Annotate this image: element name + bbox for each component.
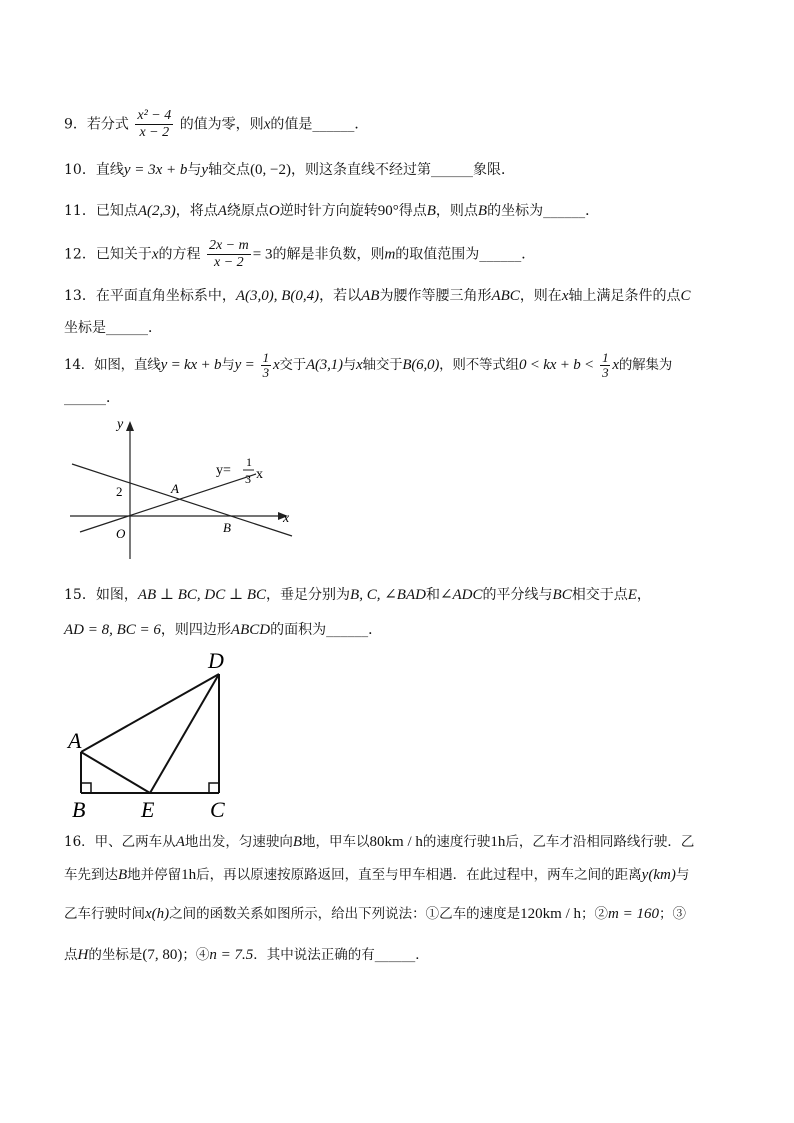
q15-text: 和 (425, 587, 440, 603)
q12-var: x (151, 246, 159, 263)
q16-time: 1h (490, 834, 506, 850)
q15-text: 15．如图， (64, 587, 138, 603)
q14-frac-denominator: 3 (602, 365, 609, 380)
q9-fraction (135, 108, 173, 141)
q16-var: B (118, 867, 128, 883)
q14-equation: y = kx + b (160, 357, 222, 373)
q14-text: 的解集为 (618, 357, 673, 373)
question-16-line-2 (64, 865, 689, 885)
q16-text: 的速度行驶 (422, 834, 491, 850)
q16-statement-2: m = 160 (608, 906, 659, 922)
q15-text: ，则四边形 (160, 622, 231, 638)
question-13-line-2 (64, 318, 162, 338)
q15-text: ， (636, 587, 651, 603)
q16-text: 乙车行驶时间 (64, 906, 145, 922)
q14-inequality: 0 < kx + b < (518, 357, 594, 373)
q12-text: 的解是非负数，则 (272, 246, 385, 263)
q16-time: 1h (181, 867, 197, 883)
q12-text: 的方程 (158, 246, 201, 263)
q15-text: 的平分线与 (482, 587, 553, 603)
segment-ad (81, 674, 219, 752)
q14-var: x (612, 357, 619, 373)
point-b-label: B (223, 520, 231, 535)
q14-text: 与 (221, 357, 235, 373)
q14-text: 轴交于 (362, 357, 403, 373)
question-14 (64, 351, 672, 380)
question-12 (64, 238, 535, 271)
q9-var: x (263, 116, 271, 133)
q11-text: 逆时针方向旋转 (279, 203, 378, 219)
q10-text: 10．直线 (64, 162, 124, 178)
q9-blank: 的值是______． (270, 116, 369, 133)
question-9 (64, 108, 368, 141)
q16-text: 的坐标是 (88, 947, 143, 963)
q13-var: ABC (491, 288, 520, 304)
question-14-line-2 (64, 388, 120, 408)
question-16-line-4 (64, 945, 429, 965)
q16-text: 之间的函数关系如图所示，给出下列说法：①乙车的速度是 (169, 906, 521, 922)
q10-equation: y = 3x + b (123, 162, 188, 178)
right-angle-c-icon (209, 783, 219, 793)
q11-var: A (217, 203, 227, 219)
q16-blank: ．其中说法正确的有______． (253, 947, 429, 963)
y-axis-arrow-icon (126, 421, 134, 431)
q16-var: B (292, 834, 303, 850)
q11-text: 绕原点 (226, 203, 269, 219)
q11-var: B (426, 203, 436, 219)
q11-var: O (268, 203, 280, 219)
question-16-line-3 (64, 904, 686, 924)
q9-frac-denominator: x − 2 (135, 124, 173, 141)
x-axis-label: x (283, 511, 290, 526)
q16-var: H (77, 947, 89, 963)
q11-var: B (477, 203, 488, 219)
q16-speed: 80km / h (369, 834, 423, 850)
q9-text: 的值为零，则 (179, 116, 264, 133)
q11-blank: 的坐标为______． (487, 203, 600, 219)
q14-graph (64, 414, 304, 564)
q13-text: 13．在平面直角坐标系中， (64, 288, 236, 304)
q12-fraction (207, 238, 251, 271)
q9-text: 9．若分式 (64, 116, 129, 133)
q12-var: m (384, 246, 396, 263)
q14-text: 交于 (279, 357, 307, 373)
q15-angle: ∠ADC (439, 587, 483, 603)
q16-time-var: x(h) (145, 906, 170, 922)
question-10 (64, 160, 515, 180)
vertex-d-label: D (208, 648, 224, 673)
q15-points: B, C, ∠BAD (350, 587, 426, 603)
q15-segment: BC (552, 587, 572, 603)
q13-points: A(3,0), B(0,4) (235, 288, 320, 304)
q14-text: 与 (342, 357, 357, 373)
q14-frac-denominator: 3 (262, 365, 269, 380)
q16-distance-var: y(km) (641, 867, 676, 883)
q10-text: 轴交点 (208, 162, 251, 178)
q11-text: 11．已知点 (64, 203, 138, 219)
q14-frac-numerator: 1 (262, 350, 269, 365)
q12-text: 12．已知关于 (64, 246, 152, 263)
q12-blank: 的取值范围为______． (395, 246, 536, 263)
q16-text: ；④ (182, 947, 210, 963)
vertex-c-label: C (210, 797, 225, 822)
q16-text: 点 (64, 947, 78, 963)
q11-angle: 90° (377, 203, 399, 219)
q16-text: 与 (675, 867, 690, 883)
origin-label: O (116, 526, 126, 541)
q11-text: ，则点 (435, 203, 478, 219)
q11-text: 得点 (398, 203, 427, 219)
q15-blank: 的面积为______． (270, 622, 383, 638)
q15-text: 相交于点 (571, 587, 628, 603)
q14-var: x (272, 357, 280, 373)
q16-text: 地并停留 (127, 867, 182, 883)
q14-text: 14．如图，直线 (64, 357, 161, 373)
q11-text: ，将点 (175, 203, 218, 219)
q12-frac-numerator: 2x − m (208, 238, 249, 253)
q13-var: AB (361, 288, 380, 304)
question-16-line-1 (64, 832, 694, 852)
q15-quadrilateral: ABCD (230, 622, 271, 638)
vertex-a-label: A (68, 728, 82, 753)
q16-text: 地，甲车以 (302, 834, 370, 850)
q16-text: 后，再以原速按原路返回，直至与甲车相遇．在此过程中，两车之间的距离 (196, 867, 642, 883)
q14-equation: y = (234, 357, 255, 373)
q11-point: A(2,3) (137, 203, 176, 219)
q14-blank: ______． (64, 390, 120, 406)
line-label-num: 1 (246, 455, 252, 469)
tick-label-2: 2 (116, 484, 123, 499)
q13-blank: 坐标是______． (64, 320, 162, 336)
q12-frac-denominator: x − 2 (207, 254, 251, 271)
q16-var: A (175, 834, 185, 850)
line-label-y: y= (216, 463, 231, 478)
q16-text: 后，乙车才沿相同路线行驶．乙 (505, 834, 695, 850)
q10-text: 与 (187, 162, 202, 178)
q10-axis: y (201, 162, 209, 178)
q16-coordinate: (7, 80) (142, 947, 183, 963)
question-15 (64, 585, 651, 605)
q16-text: ；③ (658, 906, 686, 922)
q10-point: (0, −2) (250, 162, 292, 178)
question-11 (64, 201, 599, 221)
q13-text: 为腰作等腰三角形 (379, 288, 492, 304)
right-angle-b-icon (81, 783, 91, 793)
q14-text: ，则不等式组 (439, 357, 519, 373)
q15-condition: AB ⊥ BC, DC ⊥ BC (137, 587, 267, 603)
q15-text: ，垂足分别为 (266, 587, 351, 603)
q15-values: AD = 8, BC = 6 (64, 622, 161, 638)
q16-text: 16．甲、乙两车从 (64, 834, 176, 850)
q16-statement-4: n = 7.5 (209, 947, 254, 963)
question-15-line-2 (64, 620, 382, 640)
q13-text: 轴上满足条件的点 (568, 288, 681, 304)
q13-var: C (680, 288, 691, 304)
y-axis-label: y (117, 417, 124, 432)
question-13 (64, 286, 691, 306)
q14-var: x (356, 357, 363, 373)
q9-frac-numerator: x² − 4 (137, 108, 172, 123)
segment-de (150, 674, 219, 793)
q13-text: ，若以 (319, 288, 362, 304)
q13-text: ，则在 (519, 288, 562, 304)
q16-text: 地出发，匀速驶向 (184, 834, 293, 850)
q14-ineq-fraction (600, 351, 610, 380)
line-label-x: x (256, 467, 263, 482)
q16-text: ；② (581, 906, 608, 922)
q13-var: x (561, 288, 569, 304)
vertex-b-label: B (72, 797, 86, 822)
q14-point: A(3,1) (306, 357, 343, 373)
q14-fraction (261, 351, 271, 380)
q10-blank: ，则这条直线不经过第______象限． (291, 162, 516, 178)
line-label-den: 3 (245, 472, 251, 486)
q16-speed: 120km / h (520, 906, 581, 922)
vertex-e-label: E (141, 797, 155, 822)
q15-var: E (627, 587, 637, 603)
q12-equals: = 3 (252, 246, 273, 263)
q16-text: 车先到达 (64, 867, 118, 883)
q14-point: B(6,0) (402, 357, 440, 373)
q15-figure (64, 644, 244, 824)
point-a-label: A (171, 481, 179, 496)
q14-frac-numerator: 1 (602, 350, 609, 365)
